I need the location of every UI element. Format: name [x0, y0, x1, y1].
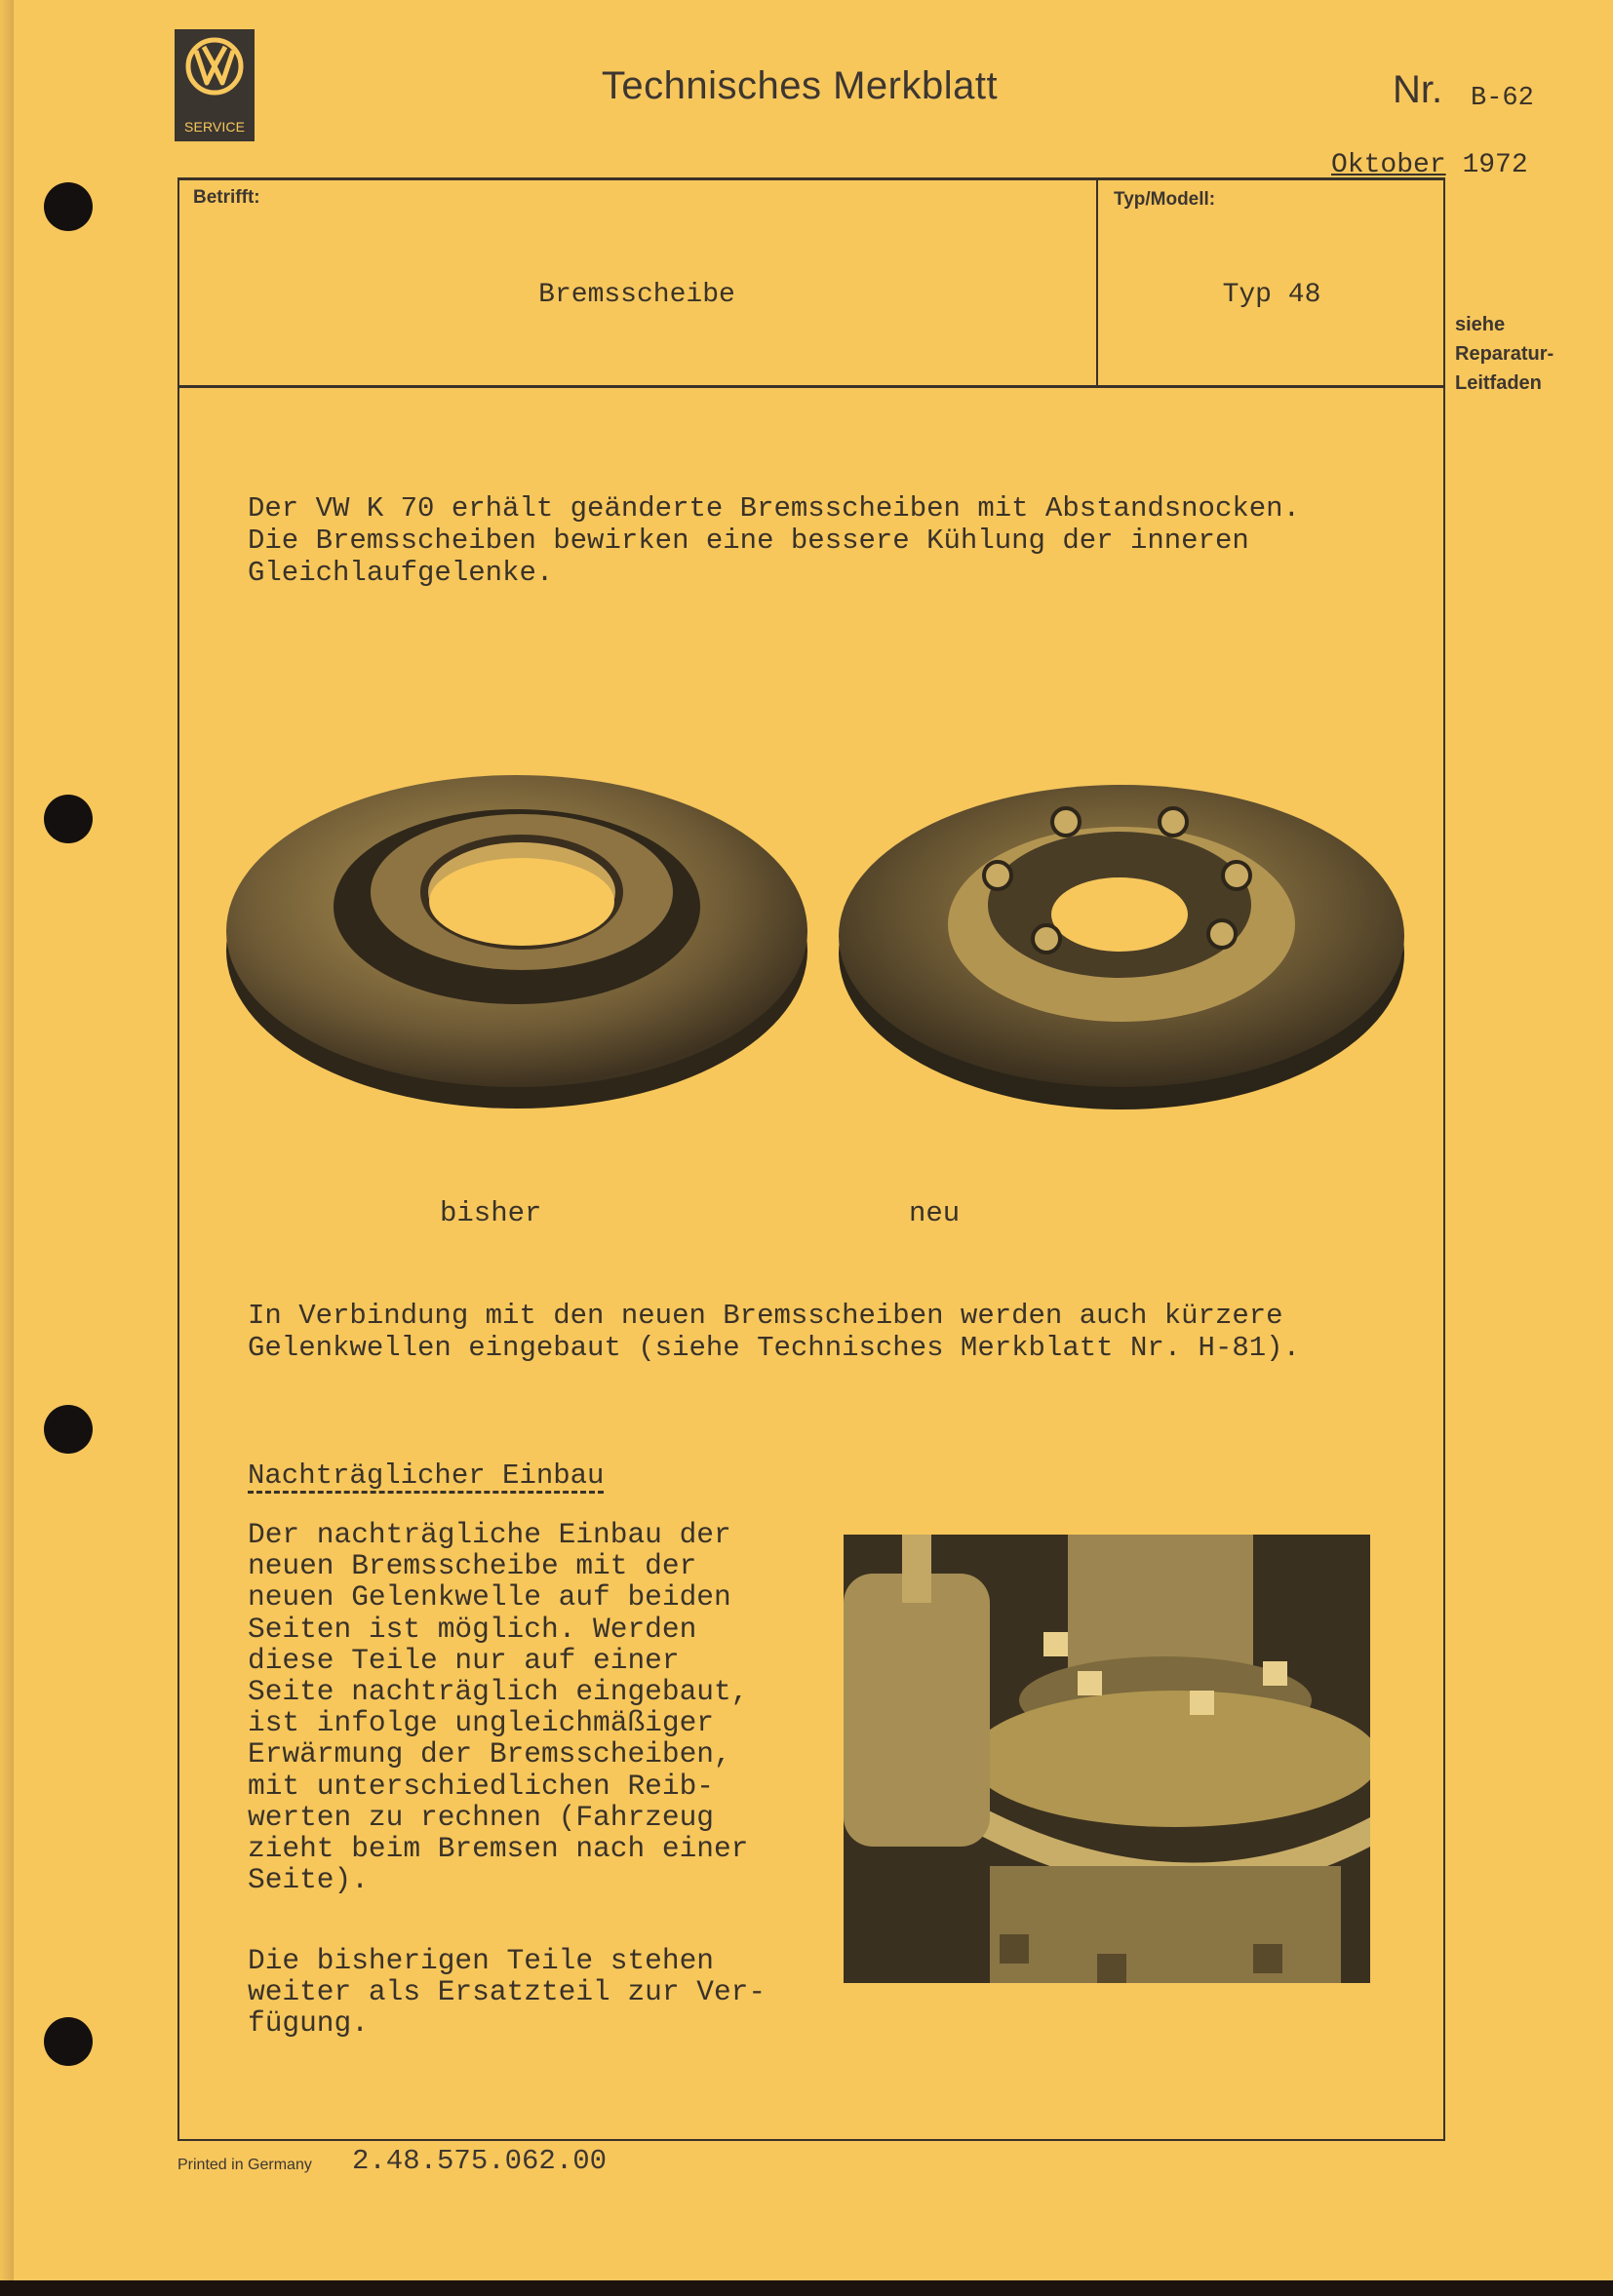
text-line: Der VW K 70 erhält geänderte Bremsscheiben mit Abstandsnocken.: [248, 492, 1300, 525]
text-line: In Verbindung mit den neuen Bremsscheiben werden auch kürzere: [248, 1300, 1283, 1332]
document-title: Technisches Merkblatt: [601, 64, 999, 107]
retrofit-paragraph: [248, 1519, 748, 1895]
text-line: Seiten ist möglich. Werden: [248, 1612, 697, 1646]
caption-old: bisher: [440, 1197, 542, 1229]
typ-value: Typ 48: [1222, 280, 1321, 310]
text-line: neuen Gelenkwelle auf beiden: [248, 1580, 731, 1615]
photo-new-brake-disc: [837, 768, 1407, 1119]
retrofit-heading: Nachträglicher Einbau: [248, 1459, 605, 1492]
scan-background: [0, 2280, 1613, 2296]
side-note-line: Reparatur-: [1455, 343, 1554, 365]
text-line: neuen Bremsscheibe mit der: [248, 1549, 697, 1583]
connection-paragraph: [248, 1300, 1300, 1364]
punch-hole: [44, 182, 93, 231]
text-line: weiter als Ersatzteil zur Ver-: [248, 1975, 767, 2009]
text-line: mit unterschiedlichen Reib-: [248, 1769, 714, 1803]
text-line: diese Teile nur auf einer: [248, 1643, 680, 1677]
text-line: zieht beim Bremsen nach einer: [248, 1832, 749, 1866]
vw-service-logo: [175, 29, 255, 141]
photo-installed-brake-disc: [844, 1535, 1370, 1988]
side-note-line: Leitfaden: [1455, 372, 1542, 394]
spare-parts-paragraph: [248, 1945, 766, 2040]
text-line: Erwärmung der Bremsscheiben,: [248, 1737, 731, 1771]
side-note: [1455, 310, 1554, 398]
punch-hole: [44, 795, 93, 843]
side-note-line: siehe: [1455, 314, 1506, 335]
typ-label: Typ/Modell:: [1114, 189, 1216, 210]
text-line: ist infolge ungleichmäßiger: [248, 1706, 714, 1740]
text-line: Die Bremsscheiben bewirken eine bessere Kühlung der inneren: [248, 525, 1249, 557]
document-code: 2.48.575.062.00: [352, 2145, 608, 2177]
photo-old-brake-disc: [224, 756, 809, 1116]
text-line: werten zu rechnen (Fahrzeug: [248, 1800, 714, 1834]
text-line: Seite).: [248, 1863, 369, 1897]
text-line: fügung.: [248, 2006, 369, 2041]
text-line: Der nachträgliche Einbau der: [248, 1518, 731, 1551]
punch-hole: [44, 2017, 93, 2066]
svg-text:SERVICE: SERVICE: [184, 119, 245, 135]
betrifft-value: Bremsscheibe: [538, 280, 735, 310]
text-line: Die bisherigen Teile stehen: [248, 1944, 714, 1977]
date: [1331, 150, 1528, 180]
number-value: B-62: [1471, 84, 1534, 113]
intro-paragraph: [248, 492, 1300, 589]
page-edge-shadow: [0, 0, 14, 2280]
number-label: Nr.: [1393, 68, 1443, 111]
text-line: Gleichlaufgelenke.: [248, 557, 554, 589]
text-line: Gelenkwellen eingebaut (siehe Technisches Merkblatt Nr. H-81).: [248, 1332, 1300, 1364]
caption-new: neu: [909, 1197, 961, 1229]
text-line: Seite nachträglich eingebaut,: [248, 1675, 749, 1709]
punch-hole: [44, 1405, 93, 1454]
date-year: 1972: [1462, 150, 1528, 180]
date-month: Oktober: [1331, 150, 1446, 180]
betrifft-label: Betrifft:: [193, 187, 260, 208]
printed-in-germany: Printed in Germany: [177, 2157, 312, 2173]
